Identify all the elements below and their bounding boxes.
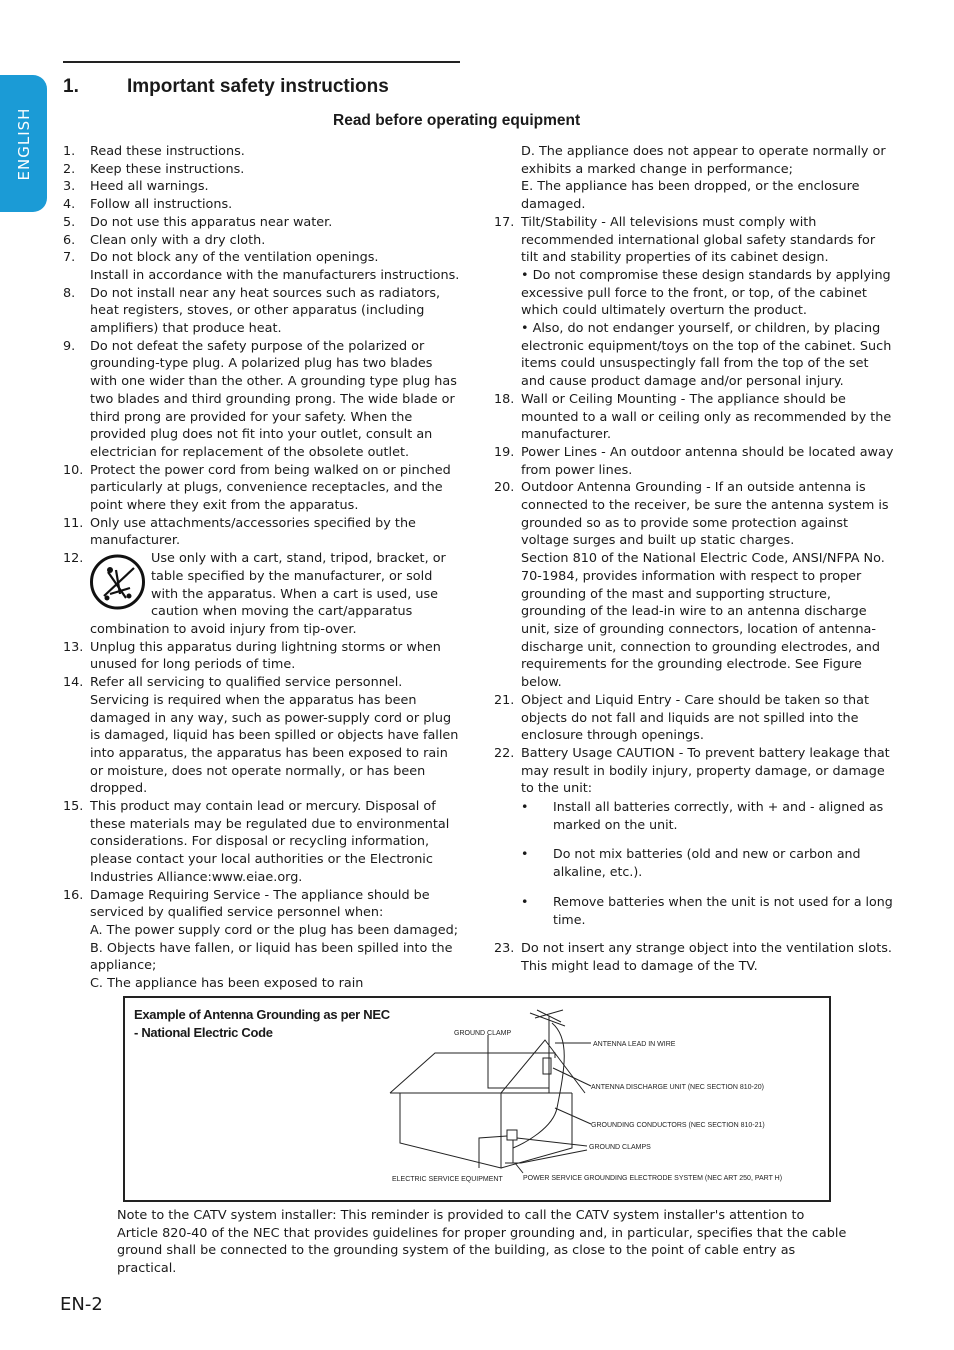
list-item xyxy=(494,692,894,745)
item-text: Heed all warnings. xyxy=(90,179,209,195)
item-number: 6. xyxy=(63,232,76,248)
service-box xyxy=(507,1130,517,1140)
list-item xyxy=(494,214,894,267)
list-item xyxy=(63,515,463,550)
language-tab-label: ENGLISH xyxy=(14,107,33,180)
item-paragraph: • Do not compromise these design standards by applying excessive pull force to the front, or top, of the cabinet which could ultimately overturn the product. xyxy=(521,267,891,319)
list-item xyxy=(63,214,463,232)
item-number: 14. xyxy=(63,675,84,691)
left-column xyxy=(63,143,463,993)
item-text: Clean only with a dry cloth. xyxy=(90,232,266,248)
label-ground-clamps: GROUND CLAMPS xyxy=(589,1144,651,1151)
item-number: 8. xyxy=(63,285,76,301)
label-grounding-conductors: GROUNDING CONDUCTORS (NEC SECTION 810-21) xyxy=(591,1122,765,1129)
cart-tipover-warning-icon xyxy=(90,554,145,610)
label-power-service: POWER SERVICE GROUNDING ELECTRODE SYSTEM (NEC ART 250, PART H) xyxy=(523,1175,783,1182)
item-text: Do not defeat the safety purpose of the polarized or grounding-type plug. A polarized plug has two blades with one wider than the other. A grounding type plug has two blades and third grounding prong. The wide blade or third prong are provided for your safety. When the provided plug does not fit into your outlet, consult an electrician for replacement of the obsolete outlet. xyxy=(90,338,457,460)
item-sub: A. The power supply cord or the plug has been damaged; xyxy=(90,922,459,938)
bullet-dot: • xyxy=(521,846,529,862)
item-number: 1. xyxy=(63,144,76,159)
section-title: Important safety instructions xyxy=(127,76,389,97)
item-number: 11. xyxy=(63,515,84,531)
item-sub: C. The appliance has been exposed to rain xyxy=(90,976,364,992)
antenna-elements xyxy=(530,1010,565,1026)
page-number: EN-2 xyxy=(60,1294,103,1315)
item-paragraph: • Also, do not endanger yourself, or children, by placing electronic equipment/toys on the top of the cabinet. Such items could unsuspectingly fall from the top of the set and cause product damage and/or personal injury. xyxy=(521,321,892,390)
list-item xyxy=(63,550,463,639)
item-text: This product may contain lead or mercury. Disposal of these materials may be regulated due to environmental considerations. For disposal or recycling information, please contact your local authorities or the Electronic Industries Alliance:www.eiae.org. xyxy=(90,799,450,885)
item-text: Wall or Ceiling Mounting - The appliance should be mounted to a wall or ceiling only as recommended by the manufacturer. xyxy=(521,391,892,443)
list-item xyxy=(63,285,463,338)
bullet-item xyxy=(494,893,894,928)
page-title xyxy=(63,76,389,98)
item-number: 7. xyxy=(63,250,76,266)
section-number: 1. xyxy=(63,76,79,97)
item-number: 3. xyxy=(63,179,76,195)
list-item xyxy=(63,462,463,515)
item-text: Unplug this apparatus during lightning storms or when unused for long periods of time. xyxy=(90,639,441,673)
list-item xyxy=(63,338,463,462)
antenna-grounding-figure xyxy=(123,996,831,1202)
continued-text: D. The appliance does not appear to operate normally or exhibits a marked change in performance; xyxy=(521,144,886,177)
item-text: Do not insert any strange object into the ventilation slots. This might lead to damage of the TV. xyxy=(521,941,892,974)
item-number: 21. xyxy=(494,692,515,708)
subheading: Read before operating equipment xyxy=(333,112,581,129)
item-text: Damage Requiring Service - The appliance should be serviced by qualified service personnel when: xyxy=(90,887,430,921)
label-ground-clamp: GROUND CLAMP xyxy=(454,1030,512,1037)
list-item xyxy=(63,249,463,267)
item-number: 15. xyxy=(63,799,84,815)
item-text: Tilt/Stability - All televisions must comply with recommended international global safety standards for tilt and stability properties of its cabinet design. xyxy=(521,214,876,266)
item-number: 23. xyxy=(494,941,515,957)
continued-text: E. The appliance has been dropped, or the enclosure damaged. xyxy=(521,179,860,213)
item-text: Do not install near any heat sources such as radiators, heat registers, stoves, or other apparatus (including amplifiers) that produce heat. xyxy=(90,285,441,337)
item-number: 2. xyxy=(63,161,76,177)
item-number: 17. xyxy=(494,214,515,230)
discharge-unit xyxy=(543,1058,551,1074)
item-text: Use only with a cart, stand, tripod, bracket, or table specified by the manufacturer, or sold with the apparatus. When a cart is used, use caution when moving the cart/apparatus combination to avoid injury from tip-over. xyxy=(90,551,446,637)
item-text: Do not use this apparatus near water. xyxy=(90,214,333,230)
item-number: 20. xyxy=(494,480,515,496)
list-item xyxy=(63,639,463,674)
item-note: Install in accordance with the manufacturers instructions. xyxy=(90,267,460,283)
list-item xyxy=(63,887,463,922)
item-number: 19. xyxy=(494,444,515,460)
item-text: Protect the power cord from being walked on or pinched particularly at plugs, convenience receptacles, and the point where they exit from the apparatus. xyxy=(90,462,451,514)
bullet-dot: • xyxy=(521,799,529,815)
language-tab xyxy=(0,75,47,212)
bullet-dot: • xyxy=(521,893,529,909)
bullet-text: Install all batteries correctly, with + and - aligned as marked on the unit. xyxy=(553,799,884,832)
list-item xyxy=(63,798,463,887)
list-item xyxy=(494,479,894,550)
item-number: 9. xyxy=(63,338,76,354)
list-item xyxy=(63,143,463,161)
lead-in-wire xyxy=(513,1023,564,1148)
list-item xyxy=(63,232,463,250)
item-number: 4. xyxy=(63,197,76,213)
item-text: Power Lines - An outdoor antenna should be located away from power lines. xyxy=(521,444,894,478)
bullet-text: Remove batteries when the unit is not used for a long time. xyxy=(553,893,893,927)
label-electric-service: ELECTRIC SERVICE EQUIPMENT xyxy=(392,1176,503,1183)
front-wall xyxy=(400,1093,501,1168)
item-text: Battery Usage CAUTION - To prevent battery leakage that may result in bodily injury, property damage, or damage to the unit: xyxy=(521,745,890,797)
list-item xyxy=(494,940,894,975)
bullet-item xyxy=(494,845,894,880)
item-text: Do not block any of the ventilation openings. xyxy=(90,250,379,266)
bullet-item xyxy=(494,798,894,833)
list-item xyxy=(494,391,894,444)
list-item xyxy=(494,444,894,479)
catv-note: Note to the CATV system installer: This reminder is provided to call the CATV system installer's attention to Article 820-40 of the NEC that provides guidelines for proper grounding and, in particular, specifies that the cable ground shall be connected to the grounding system of the building, as close to the point of cable entry as practical. xyxy=(117,1208,847,1276)
figure-title: Example of Antenna Grounding as per NEC - National Electric Code xyxy=(134,1007,390,1040)
item-number: 16. xyxy=(63,887,84,903)
label-discharge-unit: ANTENNA DISCHARGE UNIT (NEC SECTION 810-20) xyxy=(591,1084,764,1091)
item-text: Keep these instructions. xyxy=(90,161,245,177)
item-text: Read these instructions. xyxy=(90,144,245,159)
list-item xyxy=(63,178,463,196)
right-column xyxy=(494,143,894,976)
roof-outline xyxy=(390,1053,555,1093)
item-text: Only use attachments/accessories specified by the manufacturer. xyxy=(90,515,416,549)
list-item xyxy=(63,196,463,214)
label-antenna-lead: ANTENNA LEAD IN WIRE xyxy=(593,1041,676,1048)
item-sub: B. Objects have fallen, or liquid has been spilled into the appliance; xyxy=(90,940,453,974)
item-text: Outdoor Antenna Grounding - If an outside antenna is connected to the receiver, be sure the antenna system is grounded so as to provide some protection against voltage surges and built up static charges. xyxy=(521,480,889,549)
item-text: Object and Liquid Entry - Care should be taken so that objects do not fall and liquids are not spilled into the enclosure through openings. xyxy=(521,692,869,744)
item-number: 10. xyxy=(63,462,84,478)
item-text: Refer all servicing to qualified service personnel. Servicing is required when the apparatus has been damaged in any way, such as power-supply cord or plug is damaged, liquid has been spilled or objects have fallen into apparatus, the apparatus has been exposed to rain or moisture, does not operate normally, or has been dropped. xyxy=(90,675,459,797)
antenna-grounding-diagram xyxy=(125,998,829,1200)
bullet-text: Do not mix batteries (old and new or carbon and alkaline, etc.). xyxy=(553,846,861,880)
header-rule xyxy=(63,61,460,63)
item-number: 22. xyxy=(494,745,515,761)
item-number: 5. xyxy=(63,214,76,230)
item-number: 18. xyxy=(494,391,515,407)
list-item xyxy=(63,161,463,179)
list-item xyxy=(63,674,463,798)
item-paragraph: Section 810 of the National Electric Code, ANSI/NFPA No. 70-1984, provides information with respect to proper grounding of the mast and supporting structure, grounding of the lead-in wire to an antenna discharge unit, size of grounding connectors, location of antenna-discharge unit, connection to grounding electrodes, and requirements for the grounding electrode. See Figure below. xyxy=(521,551,885,691)
item-number: 12. xyxy=(63,551,84,567)
list-item xyxy=(494,745,894,798)
ground-rod xyxy=(505,1140,521,1163)
item-text: Follow all instructions. xyxy=(90,197,233,213)
item-number: 13. xyxy=(63,639,84,655)
